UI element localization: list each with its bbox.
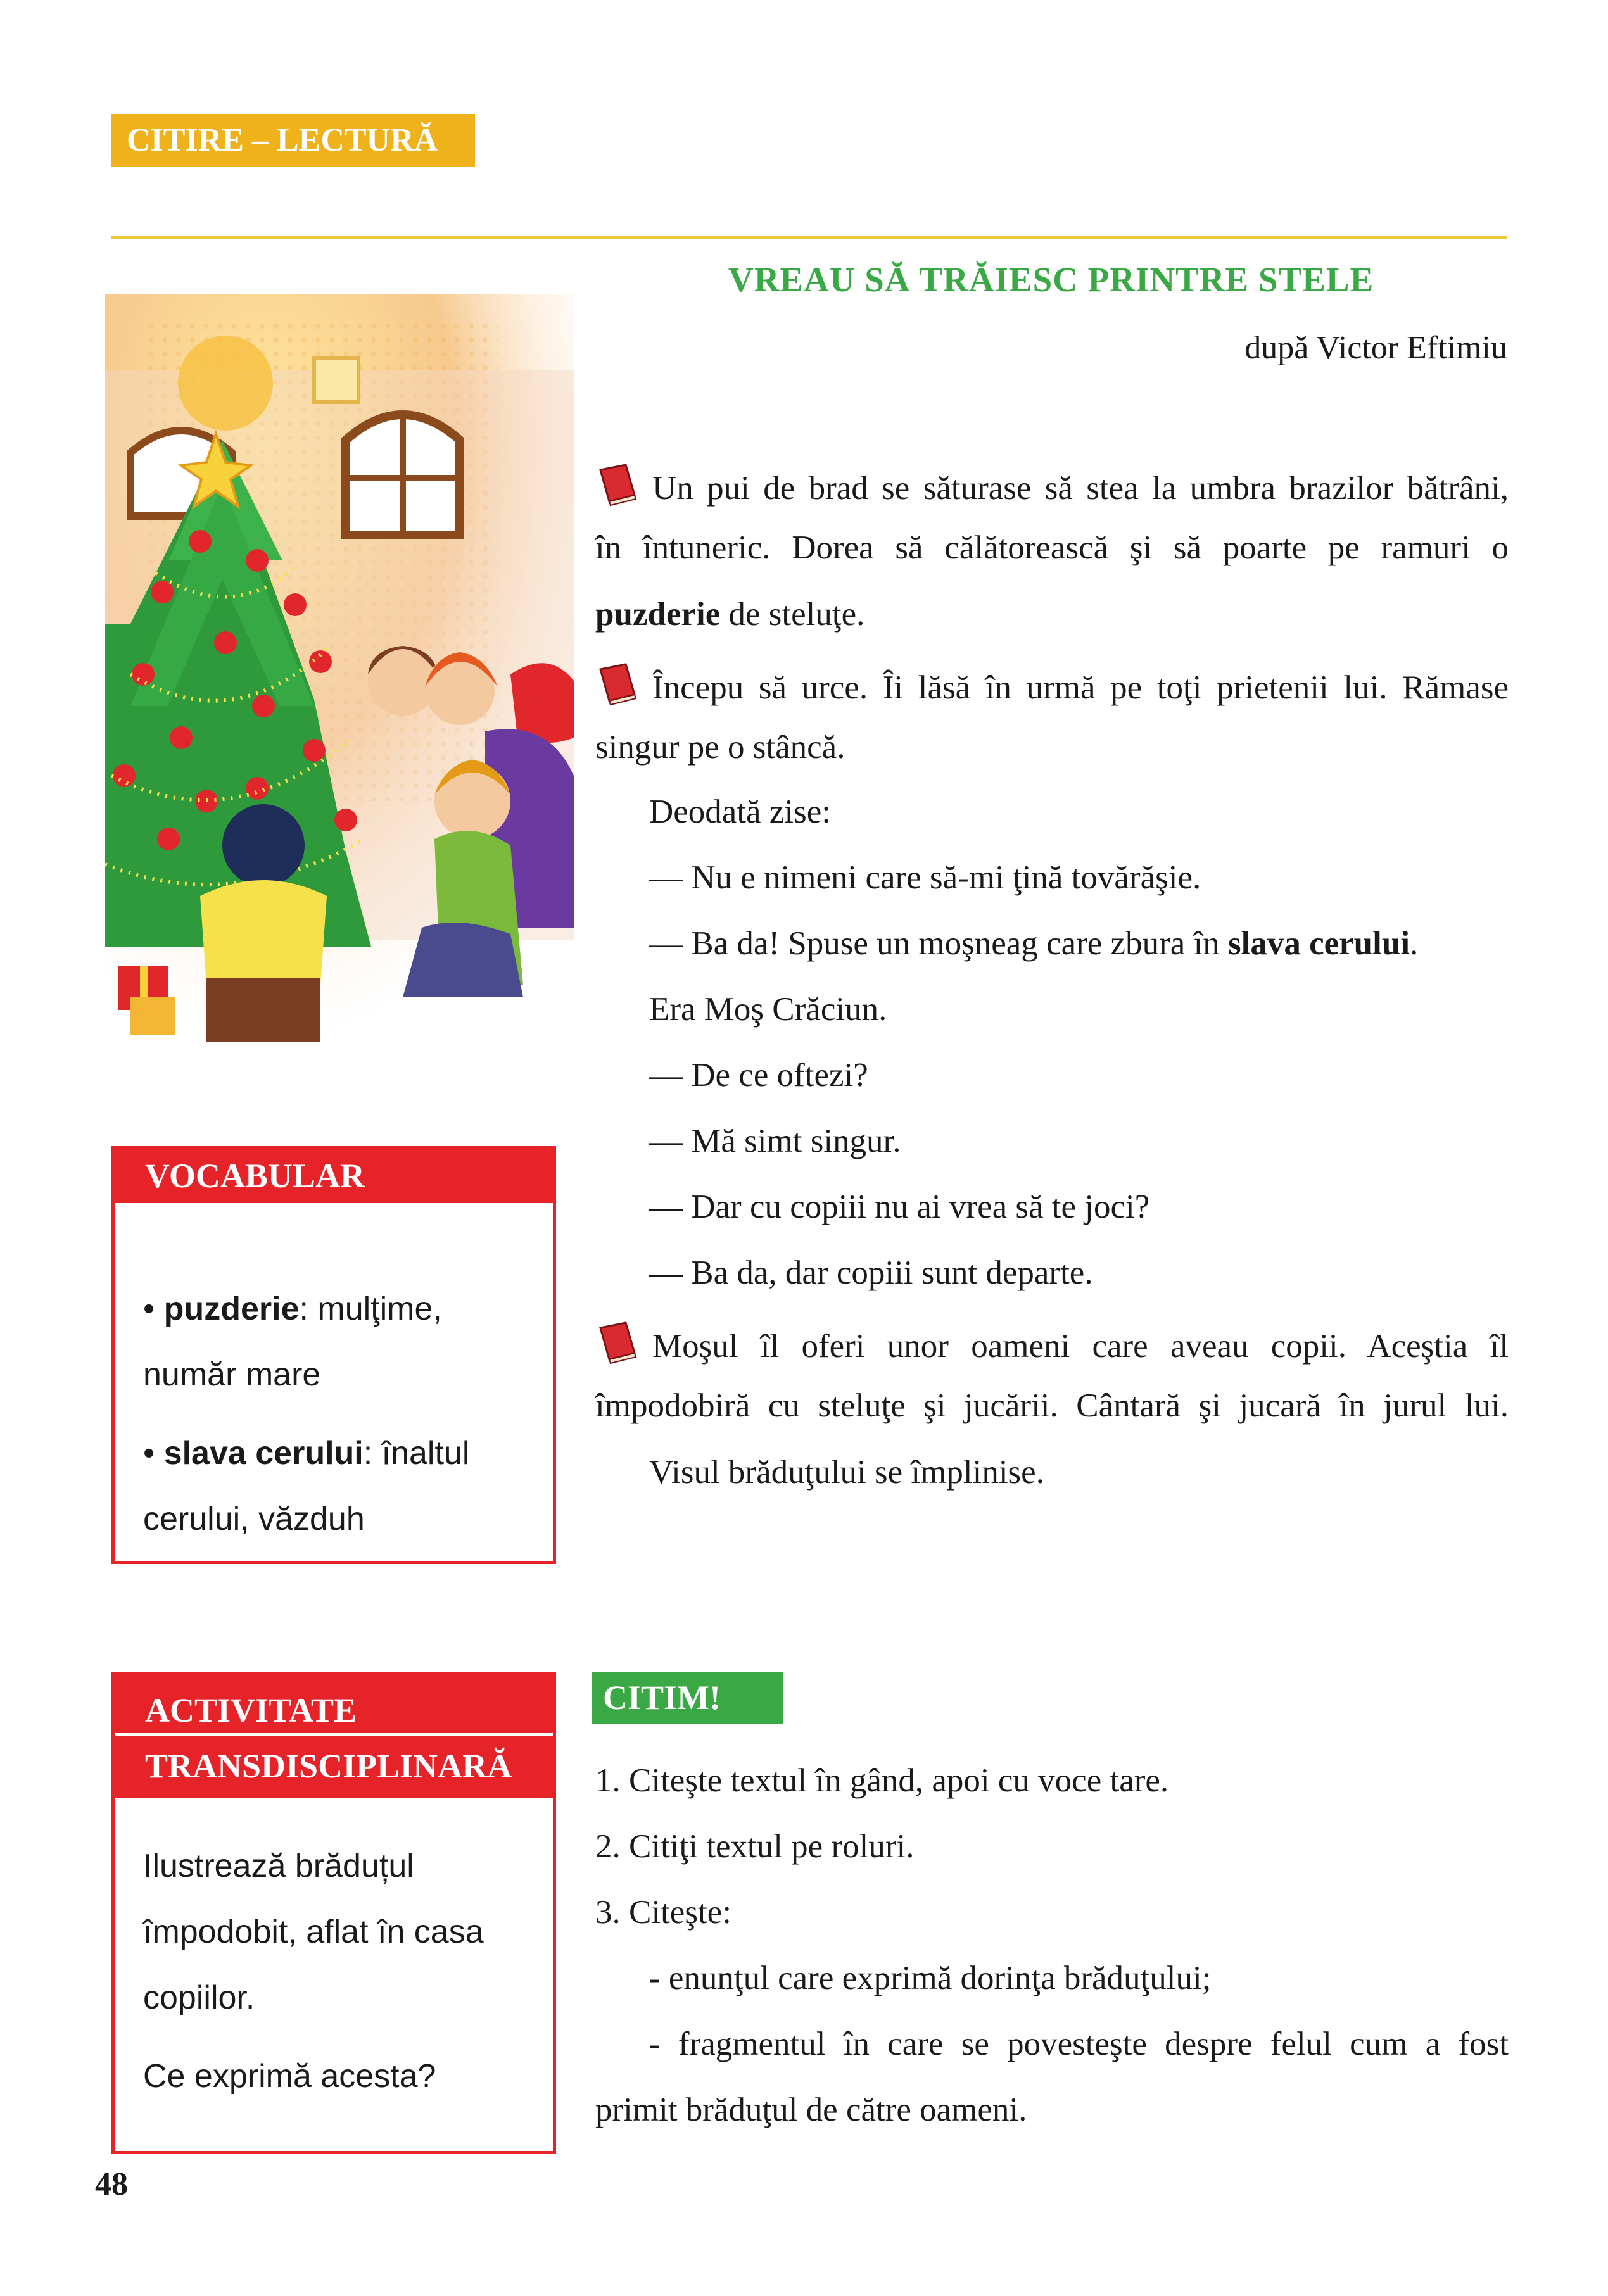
activity-text: Ilustrează brăduțul împodobit, aflat în casa copiilor. Ce exprimă acesta? <box>143 1848 484 2095</box>
citim-questions <box>595 1748 1509 2143</box>
book-icon <box>595 662 640 706</box>
book-icon <box>595 1320 640 1365</box>
question-3b-continued: primit brăduţul de către oameni. <box>595 2091 1027 2128</box>
dialogue-line: Era Moş Crăciun. <box>649 991 887 1028</box>
page-number: 48 <box>95 2166 128 2202</box>
christmas-illustration <box>105 294 574 1061</box>
vocabulary-item: • puzderie: mulţime, <box>143 1290 442 1327</box>
question-1: 1. Citeşte textul în gând, apoi cu voce tare. <box>595 1762 1169 1799</box>
dialogue-line: Deodată zise: <box>649 793 831 830</box>
story-paragraph-1-line-2: în întuneric. Dorea să călătorească şi să poarte pe ramuri o <box>595 529 1509 566</box>
story-paragraph-3-line-1: Moşul îl oferi unor oameni care aveau copii. Aceştia îl <box>595 1320 1509 1365</box>
question-3: 3. Citeşte: <box>595 1894 731 1931</box>
dialogue-line: — Dar cu copiii nu ai vrea să te joci? <box>649 1189 1150 1225</box>
vocabulary-heading: VOCABULAR <box>115 1149 553 1203</box>
vocabulary-list <box>143 1276 469 1552</box>
vocab-term-puzderie: puzderie <box>595 596 721 633</box>
story-title: VREAU SĂ TRĂIESC PRINTRE STELE <box>728 260 1374 299</box>
activity-heading: ACTIVITATE TRANSDISCIPLINARĂ <box>115 1675 553 1798</box>
story-paragraph-4: Visul brăduţului se împlinise. <box>649 1454 1044 1491</box>
story-paragraph-1-line-1: Un pui de brad se săturase să stea la umbra brazilor bătrâni, <box>595 462 1509 507</box>
story-paragraph-2-line-1: Începu să urce. Îi lăsă în urmă pe toţi prietenii lui. Rămase <box>595 662 1509 707</box>
book-icon <box>595 462 640 507</box>
question-3a: - enunţul care exprimă dorinţa brăduţului; <box>649 1960 1212 1996</box>
question-2: 2. Citiţi textul pe roluri. <box>595 1828 915 1865</box>
activity-box <box>111 1672 556 2154</box>
vocabulary-item-continued: număr mare <box>143 1356 321 1393</box>
dialogue-line: — De ce oftezi? <box>649 1057 868 1094</box>
vocabulary-box <box>111 1146 556 1564</box>
story-author: după Victor Eftimiu <box>1244 330 1507 366</box>
vocabulary-item-continued: cerului, văzduh <box>143 1501 365 1537</box>
header-rule <box>111 236 1507 239</box>
question-3b: - fragmentul în care se povesteşte despre felul cum a fost <box>649 2026 1509 2062</box>
dialogue-line: — Nu e nimeni care să-mi ţină tovărăşie. <box>649 859 1201 896</box>
citim-heading: CITIM! <box>592 1672 783 1724</box>
vocabulary-item: • slava cerului: înaltul <box>143 1435 470 1472</box>
section-tag: CITIRE – LECTURĂ <box>111 114 475 167</box>
story-paragraph-1-line-3: puzderie de steluţe. <box>595 596 865 633</box>
dialogue-line: — Ba da! Spuse un moşneag care zbura în slava cerului. <box>649 925 1419 962</box>
dialogue-line: — Mă simt singur. <box>649 1123 901 1159</box>
vocab-term-slava-cerului: slava cerului <box>1227 925 1410 962</box>
dialogue-line: — Ba da, dar copiii sunt departe. <box>649 1254 1093 1291</box>
story-paragraph-2-line-2: singur pe o stâncă. <box>595 729 845 766</box>
story-paragraph-3-line-2: împodobiră cu steluţe şi jucării. Cântară şi jucară în jurul lui. <box>595 1387 1509 1424</box>
